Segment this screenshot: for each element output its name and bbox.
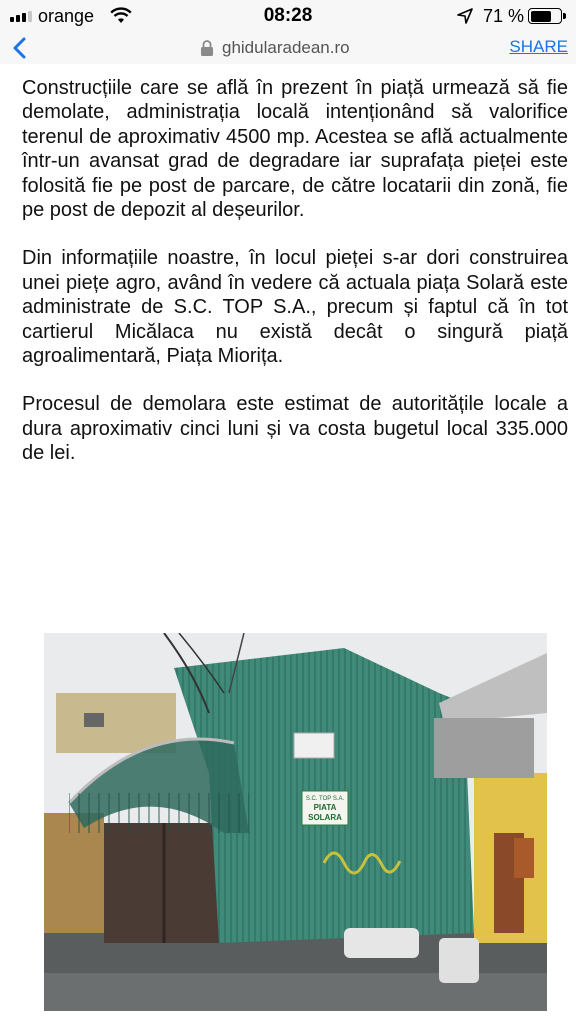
carrier-name: orange	[38, 6, 95, 26]
clock: 08:28	[263, 5, 313, 26]
battery-percentage: 71 %	[483, 6, 525, 26]
sign-solara-text: SOLARA	[308, 813, 342, 822]
url-domain[interactable]: ghidularadean.ro	[222, 38, 350, 57]
battery-fill	[531, 11, 551, 22]
sign-company-text: S.C. TOP S.A.	[305, 796, 345, 802]
article-photo	[44, 633, 547, 1011]
battery-icon	[528, 8, 562, 24]
share-button[interactable]: SHARE	[509, 37, 568, 56]
back-chevron-icon[interactable]	[6, 34, 34, 62]
status-bar	[0, 0, 576, 32]
sign-piata-text: PIATA	[313, 803, 337, 812]
lock-icon	[200, 40, 214, 61]
article-paragraph: Din informațiile noastre, în locul pieței s-ar dori construirea unei piețe agro, având în vedere că actuala piața Solară este administrate de S.C. TOP S.A., precum și faptul că în tot cartierul Micălaca nu există decât o singură piață agroalimentară, Piața Miorița.	[22, 247, 568, 368]
article-paragraph: Procesul de demolara este estimat de autoritățile locale a dura aproximativ cinci luni și va costa bugetul local 335.000 de lei.	[22, 393, 568, 465]
location-arrow-icon	[457, 8, 473, 29]
browser-url-bar	[0, 32, 576, 64]
article-paragraph: Construcțiile care se află în prezent în piață urmează să fie demolate, administrația locală intenționând să valorifice terenul de aproximativ 4500 mp. Acestea se află actualmente într-un avansat grad de degradare iar suprafața pieței este folosită fie pe post de parcare, de către locatarii din zonă, fie pe post de depozit al deșeurilor.	[22, 77, 568, 222]
article-body	[22, 76, 568, 490]
